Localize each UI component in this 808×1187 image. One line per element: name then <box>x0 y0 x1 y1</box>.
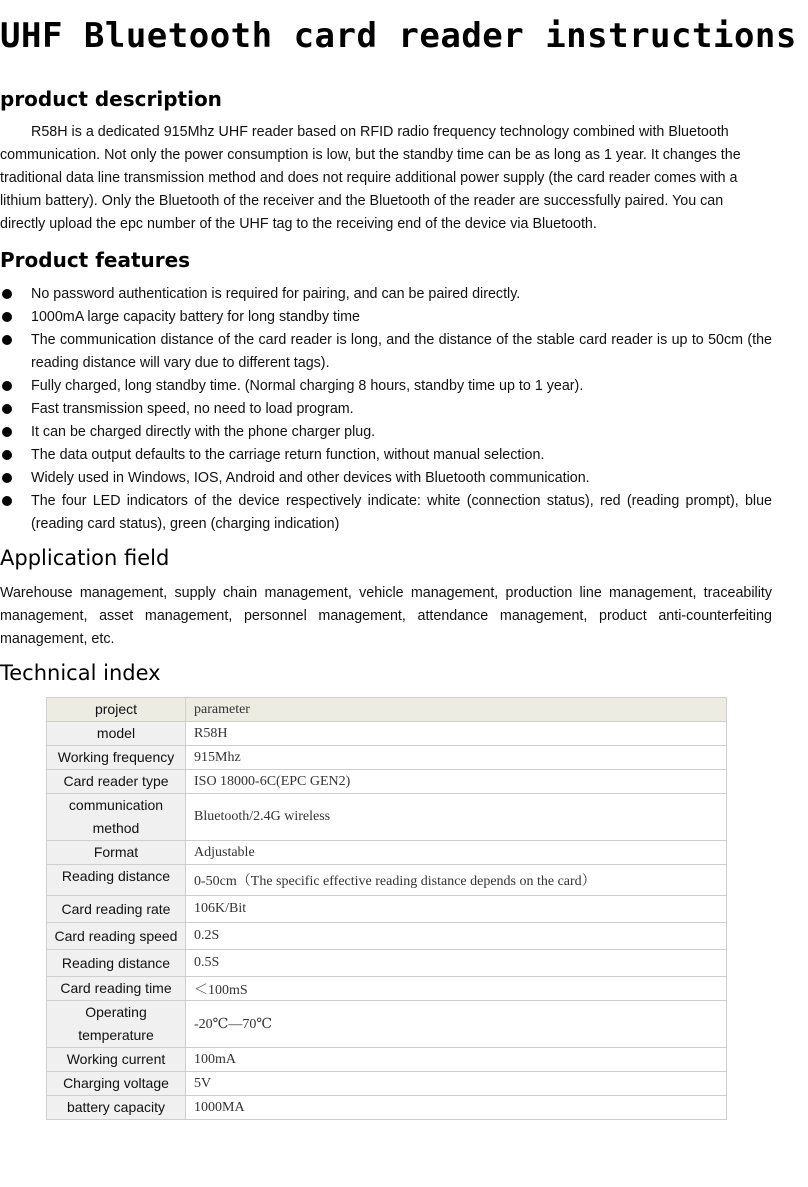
section-heading-technical: Technical index <box>0 661 161 685</box>
document-title: UHF Bluetooth card reader instructions <box>0 16 797 56</box>
list-item <box>0 283 772 306</box>
table-cell-key: Reading distance <box>47 950 186 977</box>
section-heading-features: Product features <box>0 248 191 272</box>
list-item <box>0 444 772 467</box>
bullet-icon <box>2 289 12 299</box>
feature-text: Fast transmission speed, no need to load program. <box>31 401 354 417</box>
bullet-icon <box>2 427 12 437</box>
table-row <box>47 1096 727 1120</box>
table-row <box>47 722 727 746</box>
feature-text: It can be charged directly with the phone charger plug. <box>31 424 376 440</box>
list-item <box>0 329 772 375</box>
technical-index-table <box>46 697 727 1120</box>
table-row <box>47 865 727 896</box>
feature-text: 1000mA large capacity battery for long standby time <box>31 309 361 325</box>
table-row <box>47 1048 727 1072</box>
table-cell-value: 0.2S <box>186 923 727 950</box>
table-row <box>47 950 727 977</box>
table-cell-key: communication method <box>47 794 186 841</box>
section-heading-application: Application field <box>0 546 170 570</box>
table-cell-value: Bluetooth/2.4G wireless <box>186 794 727 841</box>
feature-text: The four LED indicators of the device respectively indicate: white (connection status), red (reading prompt), blue (reading card status), green (charging indication) <box>31 493 772 532</box>
bullet-icon <box>2 404 12 414</box>
table-row <box>47 770 727 794</box>
feature-text: The communication distance of the card reader is long, and the distance of the stable card reader is up to 50cm (the reading distance will vary due to different tags). <box>31 332 772 371</box>
bullet-icon <box>2 312 12 322</box>
table-cell-key: Format <box>47 841 186 865</box>
feature-text: No password authentication is required for pairing, and can be paired directly. <box>31 286 521 302</box>
table-cell-value: -20℃—70℃ <box>186 1001 727 1048</box>
table-cell-value: 100mA <box>186 1048 727 1072</box>
table-row <box>47 896 727 923</box>
application-paragraph: Warehouse management, supply chain management, vehicle management, production line management, traceability management, asset management, personnel management, attendance management, product anti-counterfeiting management, etc. <box>0 585 772 647</box>
list-item <box>0 398 772 421</box>
table-row <box>47 977 727 1001</box>
table-cell-key: Working frequency <box>47 746 186 770</box>
table-row <box>47 746 727 770</box>
table-cell-value: Adjustable <box>186 841 727 865</box>
table-cell-key: Card reader type <box>47 770 186 794</box>
table-cell-value: ISO 18000-6C(EPC GEN2) <box>186 770 727 794</box>
table-cell-key: Card reading speed <box>47 923 186 950</box>
list-item <box>0 306 772 329</box>
table-cell-value: 0-50cm（The specific effective reading distance depends on the card） <box>186 865 727 896</box>
list-item <box>0 375 772 398</box>
features-list <box>0 283 772 536</box>
feature-text: Fully charged, long standby time. (Normal charging 8 hours, standby time up to 1 year). <box>31 378 584 394</box>
table-cell-value: ＜100mS <box>186 977 727 1001</box>
table-cell-value: 5V <box>186 1072 727 1096</box>
bullet-icon <box>2 496 12 506</box>
table-cell-key: Reading distance <box>47 865 186 896</box>
table-cell-key: model <box>47 722 186 746</box>
table-cell-key: Card reading time <box>47 977 186 1001</box>
table-cell-value: 1000MA <box>186 1096 727 1120</box>
bullet-icon <box>2 381 12 391</box>
bullet-icon <box>2 473 12 483</box>
list-item <box>0 421 772 444</box>
feature-text: Widely used in Windows, IOS, Android and other devices with Bluetooth communication. <box>31 470 590 486</box>
table-header-row <box>47 698 727 722</box>
list-item <box>0 467 772 490</box>
table-row <box>47 1072 727 1096</box>
table-cell-value: 106K/Bit <box>186 896 727 923</box>
section-heading-description: product description <box>0 87 222 111</box>
table-cell-key: Charging voltage <box>47 1072 186 1096</box>
table-cell-key: Card reading rate <box>47 896 186 923</box>
table-cell-key: Working current <box>47 1048 186 1072</box>
table-header-parameter: parameter <box>186 698 727 722</box>
table-cell-key: Operating temperature <box>47 1001 186 1048</box>
bullet-icon <box>2 335 12 345</box>
table-cell-key: battery capacity <box>47 1096 186 1120</box>
table-cell-value: R58H <box>186 722 727 746</box>
table-cell-value: 0.5S <box>186 950 727 977</box>
table-row <box>47 1001 727 1048</box>
table-row <box>47 923 727 950</box>
table-row <box>47 841 727 865</box>
description-paragraph: R58H is a dedicated 915Mhz UHF reader based on RFID radio frequency technology combined with Bluetooth communication. Not only the power consumption is low, but the standby time can be as long as 1 year. It changes the traditional data line transmission method and does not require additional power supply (the card reader comes with a lithium battery). Only the Bluetooth of the receiver and the Bluetooth of the reader are successfully paired. You can directly upload the epc number of the UHF tag to the receiving end of the device via Bluetooth. <box>0 124 741 232</box>
table-header-project: project <box>47 698 186 722</box>
table-row <box>47 794 727 841</box>
feature-text: The data output defaults to the carriage return function, without manual selection. <box>31 447 545 463</box>
list-item <box>0 490 772 536</box>
table-cell-value: 915Mhz <box>186 746 727 770</box>
bullet-icon <box>2 450 12 460</box>
